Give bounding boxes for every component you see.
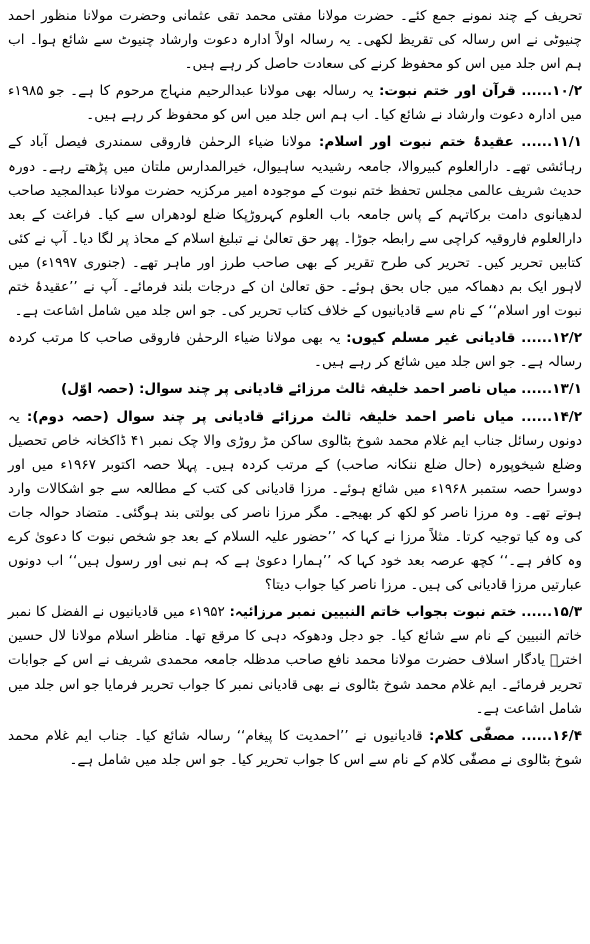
item-number: ۱۰/۲...... xyxy=(521,83,583,100)
item-heading: میاں ناصر احمد خلیفہ ثالث مرزائے قادیانی پر چند سوال (حصہ دوم): xyxy=(26,408,515,425)
paragraph-text: ۱۹۵۲ء میں قادیانیوں نے الفضل کا نمبر خاتم النبیین کے نام سے شائع کیا۔ جو دجل ودھوکہ دہی کا مرقع تھا۔ مناظر اسلام مولانا لال حسین اخترؒ یادگار اسلاف حضرت مولانا محمد نافع صاحب مدظلہ جامعہ محمدی شریف نے اس کے جوابات تحریر فرمائے۔ ایم غلام محمد شوخ بٹالوی نے بھی قادیانی نمبر کا جواب تحریر فرمایا جو اس جلد میں شامل اشاعت ہے۔ xyxy=(8,604,582,717)
item-heading: ختم نبوت بجواب خاتم النبیین نمبر مرزائیہ: xyxy=(229,604,517,621)
paragraph-text: یہ دونوں رسائل جناب ایم غلام محمد شوخ بٹالوی ساکن مڑ روڑی والا چک نمبر ۴۱ ڈاکخانہ خاص تحصیل وضلع شیخوپورہ (حال ضلع ننکانہ صاحب) کے مرتب کردہ ہیں۔ پہلا حصہ اکتوبر ۱۹۶۷ء میں اور دوسرا حصہ ستمبر ۱۹۶۸ء میں شائع ہوئے۔ مرزا قادیانی کی کتب کے مطالعہ سے جو اشکالات وارد ہوتے تھے۔ وہ مرزا ناصر کو لکھ کر بھیجے۔ مگر مرزا ناصر کی بولتی بند ہوگئی۔ متضاد حوالہ جات کی وہ کیا توجیہ کرتا۔ مثلاً مرزا نے کہا کہ ’’حضور علیہ السلام کے بعد جو شخص نبوت کا دعویٰ کرے وہ کافر ہے۔‘‘ کچھ عرصہ بعد خود کہا کہ ’’ہمارا دعویٰ ہے کہ ہم نبی اور رسول ہیں‘‘ اب دونوں عبارتیں مرزا قادیانی کی ہیں۔ مرزا ناصر کیا جواب دیتا؟ xyxy=(8,408,583,594)
item-heading: قرآن اور ختم نبوت: xyxy=(378,83,516,100)
paragraph-item-14 xyxy=(8,405,582,598)
item-heading: میاں ناصر احمد خلیفہ ثالث مرزائے قادیانی پر چند سوال: (حصہ اوّل) xyxy=(61,381,517,398)
item-heading: قادیانی غیر مسلم کیوں: xyxy=(346,330,516,347)
paragraph-text: تحریف کے چند نمونے جمع کئے۔ حضرت مولانا مفتی محمد تقی عثمانی وحضرت مولانا منظور احمد چنیوٹی نے اس رسالہ کی تقریظ لکھی۔ یہ رسالہ اولاً ادارہ دعوت وارشاد چنیوٹ سے شائع ہوا۔ اب ہم اس جلد میں اس کو محفوظ کرنے کی سعادت حاصل کر رہے ہیں۔ xyxy=(8,8,582,73)
paragraph-item-10 xyxy=(8,79,582,127)
item-number: ۱۴/۲...... xyxy=(521,408,583,425)
item-number: ۱۶/۴...... xyxy=(521,727,582,744)
paragraph-item-15 xyxy=(8,600,582,720)
paragraph-item-16 xyxy=(8,724,582,772)
paragraph-text: یہ بھی مولانا ضیاء الرحمٰن فاروقی صاحب کا مرتب کردہ رسالہ ہے۔ جو اس جلد میں شائع کر رہے ہیں۔ xyxy=(8,330,582,371)
item-number: ۱۲/۲...... xyxy=(521,330,582,347)
paragraph-text: مولانا ضیاء الرحمٰن فاروقی سمندری فیصل آباد کے رہائشی تھے۔ دارالعلوم کبیروالا، جامعہ رشیدیہ ساہیوال، خیرالمدارس ملتان میں پڑھتے رہے۔ دورہ حدیث شریف عالمی مجلس تحفظ ختم نبوت کے موجودہ امیر مرکزیہ حضرت مولانا عبدالمجید صاحب لدھیانوی دامت برکاتہم کے پاس جامعہ باب العلوم کہروڑپکا ضلع لودھراں سے کیا۔ فراغت کے بعد دارالعلوم فاروقیہ کراچی سے رابطہ جوڑا۔ پھر حق تعالیٰ نے تبلیغ اسلام کے محاذ پر لگا دیا۔ آپ نے کئی کتابیں تحریر کیں۔ تحریر کی طرح تقریر کے بھی صاحب طرز اور ماہر تھے۔ (جنوری ۱۹۹۷ء) میں لاہور ایک بم دھماکہ میں جاں بحق ہوئے۔ حق تعالیٰ ان کے درجات بلند فرمائے۔ آپ نے ’’عقیدۂ ختم نبوت اور اسلام‘‘ کے نام سے قادیانیوں کے خلاف کتاب تحریر کی۔ جو اس جلد میں شامل اشاعت ہے۔ xyxy=(8,134,583,320)
item-number: ۱۵/۳...... xyxy=(521,604,582,621)
item-number: ۱۳/۱...... xyxy=(521,381,582,398)
item-number: ۱۱/۱...... xyxy=(521,134,582,151)
paragraph-item-11 xyxy=(8,130,582,323)
paragraph-item-12 xyxy=(8,326,582,374)
paragraph-text: قادیانیوں نے ’’احمدیت کا پیغام‘‘ رسالہ شائع کیا۔ جناب ایم غلام محمد شوخ بٹالوی نے مصفّٰی کلام کے نام سے اس کا جواب تحریر کیا۔ جو اس جلد میں شامل ہے۔ xyxy=(8,727,582,768)
paragraph-text: یہ رسالہ بھی مولانا عبدالرحیم منہاج مرحوم کا ہے۔ جو ۱۹۸۵ء میں ادارہ دعوت وارشاد نے شائع کیا۔ اب ہم اس جلد میں اس کو محفوظ کر رہے ہیں۔ xyxy=(8,83,582,124)
item-heading: عقیدۂ ختم نبوت اور اسلام: xyxy=(318,134,514,151)
item-heading: مصفّٰی کلام: xyxy=(429,727,515,744)
paragraph-item-13 xyxy=(8,377,582,401)
paragraph-intro-continuation xyxy=(8,4,582,76)
